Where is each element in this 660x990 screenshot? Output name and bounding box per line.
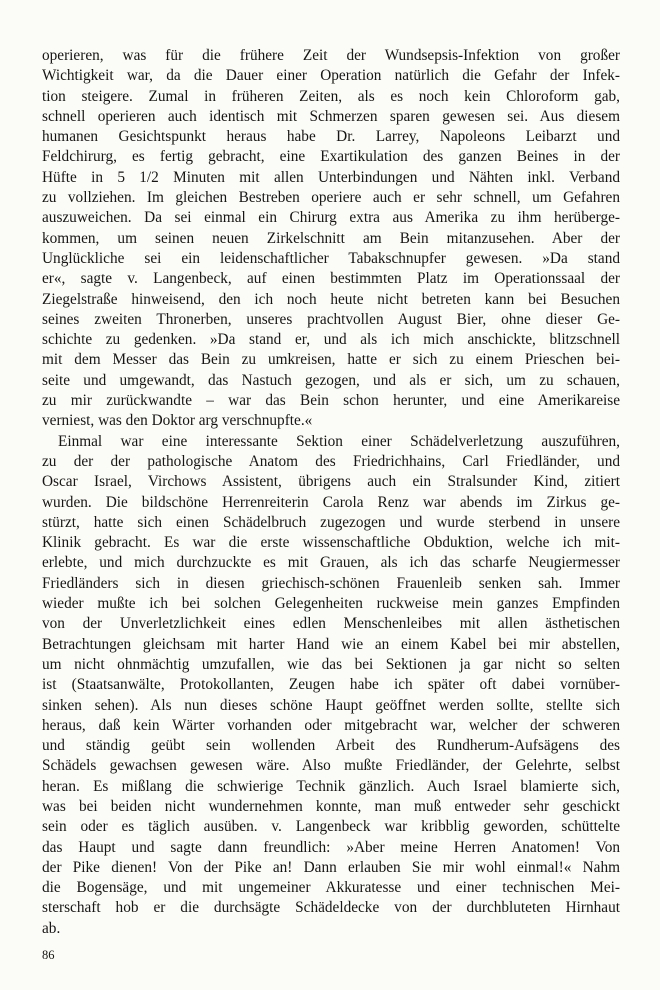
text-line: Hüfte in 5 1/2 Minuten mit allen Unterbindungen und Nähten inkl. Verband	[42, 168, 620, 186]
text-line: Unglückliche sei ein leidenschaftlicher Tabakschnupfer gewesen. »Da stand	[42, 249, 620, 267]
text-block	[42, 46, 620, 939]
text-line: die Bogensäge, und mit ungemeiner Akkuratesse und einer technischen Mei-	[42, 879, 620, 897]
text-line: Feldchirurg, es fertig gebracht, eine Exartikulation des ganzen Beines in der	[42, 148, 620, 166]
text-line: der Pike dienen! Von der Pike an! Dann erlauben Sie mir wohl einmal!« Nahm	[42, 858, 620, 876]
text-line: Betrachtungen gleichsam mit harter Hand wie an einem Kabel bei mir abstellen,	[42, 635, 620, 653]
text-line: Klinik gebracht. Es war die erste wissenschaftliche Obduktion, welche ich mit-	[42, 534, 620, 552]
text-line: Wichtigkeit war, da die Dauer einer Operation natürlich die Gefahr der Infek-	[42, 67, 620, 85]
text-line: erlebte, und mich durchzuckte es mit Grauen, als ich das scharfe Neugiermesser	[42, 554, 620, 572]
text-line: stürzt, hatte sich einen Schädelbruch zugezogen und wurde sterbend in unsere	[42, 513, 620, 531]
text-line: zu mir zurückwandte – war das Bein schon herunter, und eine Amerikareise	[42, 392, 620, 410]
text-line: das Haupt und sagte dann freundlich: »Aber meine Herren Anatomen! Von	[42, 838, 620, 856]
text-line: seite und umgewandt, das Nastuch gezogen, und als er sich, um zu schauen,	[42, 371, 620, 389]
text-line: operieren, was für die frühere Zeit der Wundsepsis-Infektion von großer	[42, 47, 620, 64]
text-line: zu der der pathologische Anatom des Friedrichhains, Carl Friedländer, und	[42, 452, 620, 470]
text-line: um nicht ohnmächtig umzufallen, wie das bei Sektionen ja gar nicht so selten	[42, 655, 620, 673]
text-line: er«, sagte v. Langenbeck, auf einen bestimmten Platz im Operationssaal der	[42, 270, 620, 288]
text-line: wurden. Die bildschöne Herrenreiterin Carola Renz war abends im Zirkus ge-	[42, 493, 620, 511]
text-line: sinken sehen). Als nun dieses schöne Haupt geöffnet werden sollte, stellte sich	[42, 696, 620, 714]
text-line: von der Unverletzlichkeit eines edlen Menschenleibes mit allen ästhetischen	[42, 615, 620, 633]
text-line: schichte zu gedenken. »Da stand er, und als ich mich anschickte, blitzschnell	[42, 331, 620, 349]
text-line: Einmal war eine interessante Sektion einer Schädelverletzung auszuführen,	[58, 432, 620, 450]
text-line: ab.	[42, 919, 61, 937]
text-line: verniest, was den Doktor arg verschnupfte.«	[42, 412, 313, 430]
text-line: was bei beiden nicht wundernehmen konnte, man muß entweder sehr geschickt	[42, 797, 620, 815]
text-line: auszuweichen. Da sei einmal ein Chirurg extra aus Amerika zu ihm herüberge-	[42, 209, 620, 227]
text-line: humanen Gesichtspunkt heraus habe Dr. Larrey, Napoleons Leibarzt und	[42, 128, 620, 146]
text-line: heraus, daß kein Wärter vorhanden oder mitgebracht war, welcher der schweren	[42, 716, 620, 734]
text-line: kommen, um seinen neuen Zirkelschnitt am Bein mitanzusehen. Aber der	[42, 229, 620, 247]
paragraph	[42, 46, 620, 432]
text-line: wieder mußte ich bei solchen Gelegenheiten ruckweise mein ganzes Empfinden	[42, 595, 620, 613]
text-line: Oscar Israel, Virchows Assistent, übrigens auch ein Stralsunder Kind, zitiert	[42, 473, 620, 491]
paragraph	[42, 432, 620, 939]
text-line: zu vollziehen. Im gleichen Bestreben operiere auch er sehr schnell, um Gefahren	[42, 189, 620, 207]
text-line: Ziegelstraße hinweisend, den ich noch heute nicht betreten kann bei Besuchen	[42, 290, 620, 308]
text-line: seines zweiten Thronerben, unseres prachtvollen August Bier, ohne dieser Ge-	[42, 310, 620, 328]
text-line: Schädels gewachsen gewesen wäre. Also mußte Friedländer, der Gelehrte, selbst	[42, 757, 620, 775]
text-line: tion steigere. Zumal in früheren Zeiten, als es noch kein Chloroform gab,	[42, 87, 620, 105]
text-line: sein oder es täglich ausüben. v. Langenbeck war kribblig geworden, schüttelte	[42, 818, 620, 836]
text-line: Friedländers sich in diesen griechisch-schönen Frauenleib senken sah. Immer	[42, 574, 620, 592]
text-line: und ständig geübt sein wollenden Arbeit des Rundherum-Aufsägens des	[42, 737, 620, 755]
text-line: sterschaft hob er die durchsägte Schädeldecke von der durchbluteten Hirnhaut	[42, 899, 620, 917]
text-line: mit dem Messer das Bein zu umkreisen, hatte er sich zu einem Prieschen bei-	[42, 351, 620, 369]
page-number: 86	[42, 948, 55, 963]
text-line: schnell operieren auch identisch mit Schmerzen sparen gewesen sei. Aus diesem	[42, 107, 620, 125]
text-line: ist (Staatsanwälte, Protokollanten, Zeugen habe ich später oft dabei vornüber-	[42, 676, 620, 694]
text-line: heran. Es mißlang die schwierige Technik gänzlich. Auch Israel blamierte sich,	[42, 777, 620, 795]
